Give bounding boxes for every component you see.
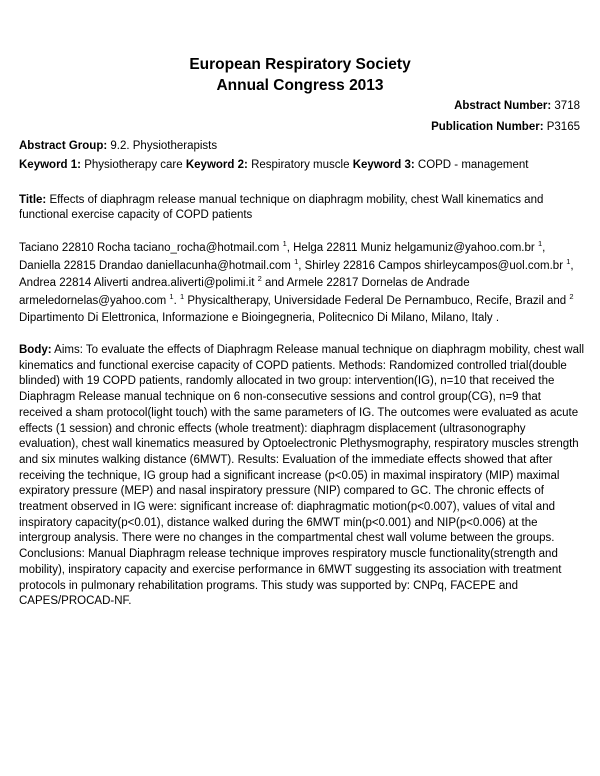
abstract-group-label: Abstract Group:: [19, 140, 108, 152]
keywords-line: [19, 158, 585, 173]
abstract-body: [19, 343, 585, 610]
keyword3-label: Keyword 3:: [352, 159, 415, 171]
body-text: Aims: To evaluate the effects of Diaphragm Release manual technique on diaphragm mobility, chest wall kinematics and functional exercise capacity of COPD patients. Methods: Randomized controlled trial(double blinded) with 19 COPD patients, randomly allocated in two group: intervention(IG), n=10 that received the Diaphragm Release manual technique on 6 non-consecutive sessions and control group(CG), n=9 that received a sham protocol(light touch) with the same parameters of IG. The outcomes were evaluated as acute effects (1 session) and chronic effects (whole treatment): diaphragm displacement (ultrasonography evaluation), chest wall kinematics measured by Optoelectronic Plethysmography, respiratory muscles strength and six minutes walking distance (6MWT). Results: Evaluation of the immediate effects showed that after receiving the technique, IG group had a significant increase (p<0.05) in maximal inspiratory (MIP) maximal expiratory pressure (MEP) and nasal inspiratory pressure (NIP) compared to GC. The chronic effects of treatment observed in IG were: significant increase of: diaphragmatic motion(p<0.007), values of vital and inspiratory capacity(p<0.01), distance walked during the 6MWT min(p<0.001) and NIP(p<0.006) at the intergroup analysis. There were no changes in the compartmental chest wall volume between the groups. Conclusions: Manual Diaphragm release technique improves respiratory muscle functionality(strength and mobility), inspiratory capacity and exercise performance in 6MWT suggesting its association with treatment protocols in pulmonary rehabilitation programs. This study was supported by: CNPq, FACEPE and CAPES/PROCAD-NF.: [19, 344, 585, 608]
affiliation-2: Dipartimento Di Elettronica, Informazione e Bioingegneria, Politecnico Di Milano, Milano, Italy .: [19, 312, 500, 324]
abstract-number-line: [454, 100, 580, 112]
keyword3: COPD - management: [417, 159, 529, 171]
author-1-affiliation: 1: [282, 239, 287, 249]
abstract-group-line: [19, 139, 585, 154]
author-2-affiliation: 1: [537, 239, 543, 249]
keyword2-label: Keyword 2:: [185, 159, 248, 171]
title-block: [19, 193, 585, 223]
title-label: Title:: [19, 194, 47, 206]
author-6-affiliation: 1: [169, 291, 174, 301]
abstract-group: 9.2. Physiotherapists: [110, 140, 218, 152]
affiliation-1-marker: 1: [179, 291, 185, 301]
author-4: , Shirley 22816 Campos shirleycampos@uol.com.br: [298, 259, 564, 272]
congress-header: [0, 54, 600, 96]
keyword2: Respiratory muscle: [251, 159, 350, 171]
author-2: , Helga 22811 Muniz helgamuniz@yahoo.com.br: [286, 242, 535, 254]
author-6: and Armele 22817 Dornelas de Andrade armeledornelas@yahoo.com: [19, 277, 470, 307]
abstract-number-label: Abstract Number:: [454, 100, 552, 112]
publication-number: P3165: [546, 121, 580, 133]
author-5: , Andrea 22814 Aliverti andrea.aliverti@polimi.it: [19, 259, 574, 289]
author-1: Taciano 22810 Rocha taciano_rocha@hotmail.com: [19, 242, 280, 254]
keyword1: Physiotherapy care: [84, 159, 183, 171]
abstract-number: 3718: [554, 100, 580, 112]
publication-number-label: Publication Number:: [431, 121, 544, 133]
affiliation-2-marker: 2: [569, 291, 574, 301]
author-3-affiliation: 1: [294, 256, 299, 266]
keyword1-label: Keyword 1:: [19, 159, 81, 171]
authors-block: Taciano 22810 Rocha taciano_rocha@hotmail.com $^1$, Helga 22811 Muniz helgamuniz@yahoo.com.br $^1$, Daniella 22815 Drandao daniellacunha@hotmail.com $^1$, Shirley 22816 Campos shirleycampos@uol.com.br $^1$, Andrea 22814 Aliverti andrea.aliverti@polimi.it $^2$ and Armele 22817 Dornelas de Andrade armeledornelas@yahoo.com $^1$. $^1$ Physicaltherapy, Universidade Federal De Pernambuco, Recife, Brazil and $^2$ Dipartimento Di Elettronica, Informazione e Bioingegneria, Politecnico Di Milano, Milano, Italy .: [19, 239, 574, 324]
publication-number-line: [431, 121, 580, 133]
title-text: Effects of diaphragm release manual technique on diaphragm mobility, chest Wall kinematics and functional exercise capacity of COPD patients: [19, 194, 544, 221]
header-society: European Respiratory Society: [189, 56, 411, 73]
header-congress: Annual Congress 2013: [216, 77, 384, 94]
author-3: , Daniella 22815 Drandao daniellacunha@hotmail.com: [19, 242, 546, 272]
author-5-affiliation: 2: [257, 274, 262, 284]
affiliation-1: Physicaltherapy, Universidade Federal De Pernambuco, Recife, Brazil and: [187, 294, 567, 307]
body-label: Body:: [19, 344, 52, 356]
author-4-affiliation: 1: [566, 256, 571, 266]
